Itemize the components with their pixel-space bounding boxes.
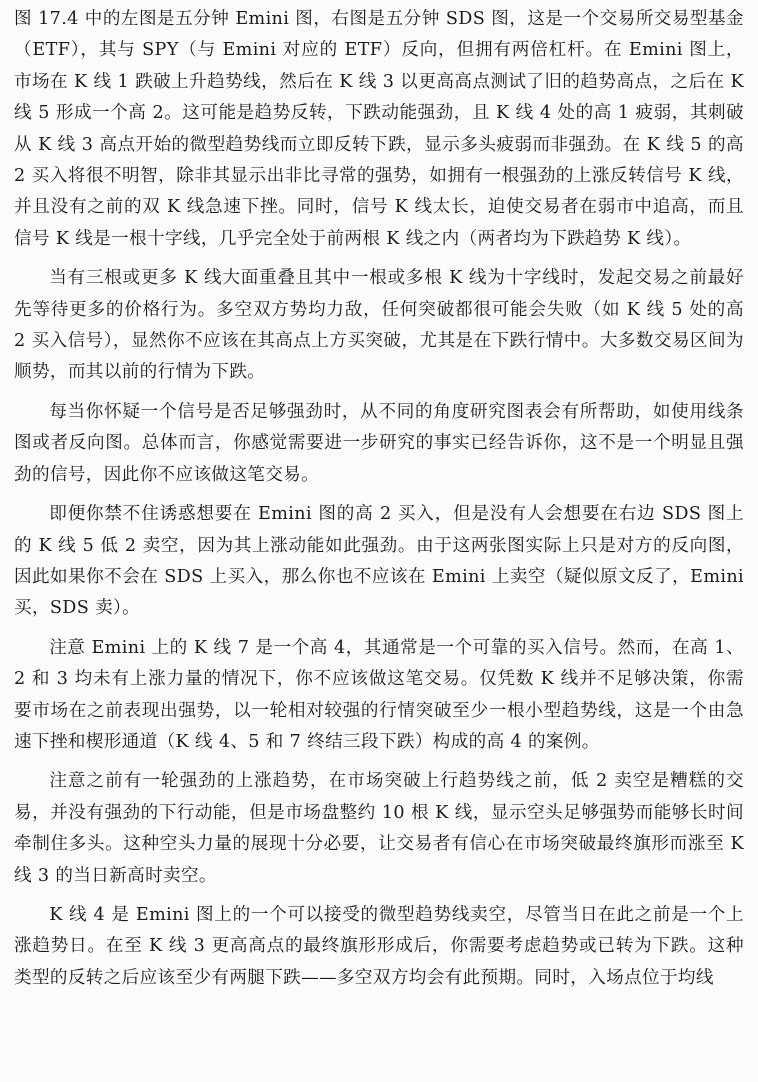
paragraph-2: 当有三根或更多 K 线大面重叠且其中一根或多根 K 线为十字线时，发起交易之前最好先等待更多的价格行为。多空双方势均力敌，任何突破都很可能会失败（如 K 线 5 处的高 2 买入信号），显然你不应该在其高点上方买突破，尤其是在下跌行情中。大多数交易区间为顺势，而其以前的行情为下跌。	[14, 268, 744, 383]
paragraph-5: 注意 Emini 上的 K 线 7 是一个高 4，其通常是一个可靠的买入信号。然而，在高 1、2 和 3 均未有上涨力量的情况下，你不应该做这笔交易。仅凭数 K 线并不足够决策，你需要市场在之前表现出强势，以一轮相对较强的行情突破至少一根小型趋势线，这是一个由急速下挫和楔形通道（K 线 4、5 和 7 终结三段下跌）构成的高 4 的案例。	[14, 637, 744, 752]
paragraph-7: K 线 4 是 Emini 图上的一个可以接受的微型趋势线卖空，尽管当日在此之前是一个上涨趋势日。在至 K 线 3 更高高点的最终旗形形成后，你需要考虑趋势或已转为下跌。这种类型的反转之后应该至少有两腿下跌——多空双方均会有此预期。同时，入场点位于均线	[14, 904, 744, 988]
paragraph-4: 即便你禁不住诱惑想要在 Emini 图的高 2 买入，但是没有人会想要在右边 SDS 图上的 K 线 5 低 2 卖空，因为其上涨动能如此强劲。由于这两张图实际上只是对方的反向图，因此如果你不会在 SDS 上买入，那么你也不应该在 Emini 上卖空（疑似原文反了，Emini 买，SDS 卖）。	[14, 504, 744, 619]
paragraph-1: 图 17.4 中的左图是五分钟 Emini 图，右图是五分钟 SDS 图，这是一个交易所交易型基金（ETF），其与 SPY（与 Emini 对应的 ETF）反向，但拥有两倍杠杆。在 Emini 图上，市场在 K 线 1 跌破上升趋势线，然后在 K 线 3 以更高高点测试了旧的趋势高点，之后在 K 线 5 形成一个高 2。这可能是趋势反转，下跌动能强劲，且 K 线 4 处的高 1 疲弱，其刺破从 K 线 3 高点开始的微型趋势线而立即反转下跌，显示多头疲弱而非强劲。在 K 线 5 的高 2 买入将很不明智，除非其显示出非比寻常的强势，如拥有一根强劲的上涨反转信号 K 线，并且没有之前的双 K 线急速下挫。同时，信号 K 线太长，迫使交易者在弱市中追高，而且信号 K 线是一根十字线，几乎完全处于前两根 K 线之内（两者均为下跌趋势 K 线）。	[14, 9, 744, 249]
paragraph-6: 注意之前有一轮强劲的上涨趋势，在市场突破上行趋势线之前，低 2 卖空是糟糕的交易，并没有强劲的下行动能，但是市场盘整约 10 根 K 线，显示空头足够强势而能够长时间牵制住多头。这种空头力量的展现十分必要，让交易者有信心在市场突破最终旗形而涨至 K 线 3 的当日新高时卖空。	[14, 771, 744, 886]
paragraph-3: 每当你怀疑一个信号是否足够强劲时，从不同的角度研究图表会有所帮助，如使用线条图或者反向图。总体而言，你感觉需要进一步研究的事实已经告诉你，这不是一个明显且强劲的信号，因此你不应该做这笔交易。	[14, 401, 744, 485]
